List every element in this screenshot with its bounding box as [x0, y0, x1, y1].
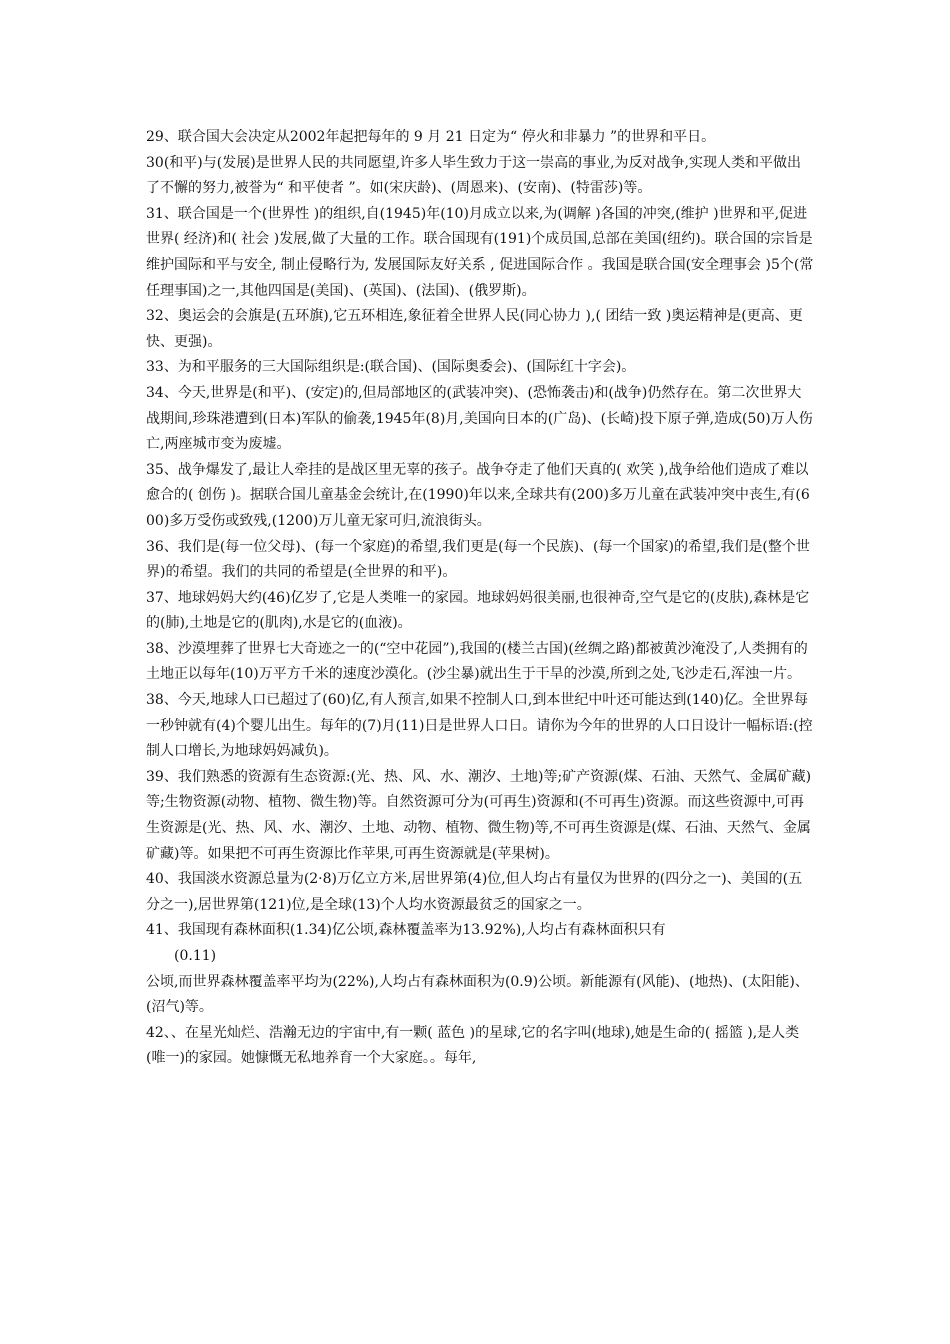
paragraph-41-line3: 公顷,而世界森林覆盖率平均为(22%),人均占有森林面积为(0.9)公顷。新能源有(风能)、(地热)、(太阳能)、(沼气)等。	[146, 973, 809, 1016]
paragraph-36: 36、我们是(每一位父母)、(每一个家庭)的希望,我们更是(每一个民族)、(每一个国家)的希望,我们是(整个世界)的希望。我们的共同的希望是(全世界的和平)。	[146, 538, 810, 581]
paragraph-41-line1: 41、我国现有森林面积(1.34)亿公顷,森林覆盖率为13.92%),人均占有森林面积只有	[146, 922, 666, 939]
paragraph-34: 34、今天,世界是(和平)、(安定)的,但局部地区的(武装冲突)、(恐怖袭击)和(战争)仍然存在。第二次世界大战期间,珍珠港遭到(日本)军队的偷袭,1945年(8)月,美国向日本的(广岛)、(长崎)投下原子弹,造成(50)万人伤亡,两座城市变为废墟。	[146, 384, 813, 453]
paragraph-35: 35、战争爆发了,最让人牵挂的是战区里无辜的孩子。战争夺走了他们天真的( 欢笑 ),战争给他们造成了难以愈合的( 创伤 )。据联合国儿童基金会统计,在(1990)年以来,全球共有(200)多万儿童在武装冲突中丧生,有(600)多万受伤或致残,(1200)万儿童无家可归,流浪街头。	[146, 461, 810, 529]
paragraph-29: 29、联合国大会决定从2002年起把每年的 9 月 21 日定为“ 停火和非暴力 ”的世界和平日。	[146, 129, 716, 145]
paragraph-32: 32、奥运会的会旗是(五环旗),它五环相连,象征着全世界人民(同心协力 ),( 团结一致 )奥运精神是(更高、更快、更强)。	[146, 308, 803, 350]
paragraph-31: 31、联合国是一个(世界性 )的组织,自(1945)年(10)月成立以来,为(调解 )各国的冲突,(维护 )世界和平,促进世界( 经济)和( 社会 )发展,做了大量的工作。联合国现有(191)个成员国,总部在美国(纽约)。联合国的宗旨是 维护国际和平与安全, 制止侵略行为, 发展国际友好关系 , 促进国际合作 。我国是联合国(安全理事会 )5个(常任理事国)之一,其他四国是(美国)、(英国)、(法国)、(俄罗斯)。	[146, 205, 814, 299]
paragraph-33: 33、为和平服务的三大国际组织是:(联合国)、(国际奥委会)、(国际红十字会)。	[146, 359, 636, 376]
paragraph-37: 37、地球妈妈大约(46)亿岁了,它是人类唯一的家园。地球妈妈很美丽,也很神奇,空气是它的(皮肤),森林是它的(肺),土地是它的(肌肉),水是它的(血液)。	[146, 589, 810, 632]
paragraph-42: 42、、在星光灿烂、浩瀚无边的宇宙中,有一颗( 蓝色 )的星球,它的名字叫(地球),她是生命的( 摇篮 ),是人类(唯一)的家园。她慷慨无私地养育一个大家庭。。每年,	[146, 1024, 800, 1067]
paragraph-41-line2: (0.11)	[174, 948, 217, 964]
paragraph-38a: 38、沙漠埋葬了世界七大奇迹之一的(“空中花园”),我国的(楼兰古国)(丝绸之路)都被黄沙淹没了,人类拥有的土地正以每年(10)万平方千米的速度沙漠化。(沙尘暴)就出生于干旱的沙漠,所到之处,飞沙走石,浑浊一片。	[146, 640, 808, 683]
paragraph-38b: 38、今天,地球人口已超过了(60)亿,有人预言,如果不控制人口,到本世纪中叶还可能达到(140)亿。全世界每一秒钟就有(4)个婴儿出生。每年的(7)月(11)日是世界人口日。请你为今年的世界的人口日设计一幅标语:(控制人口增长,为地球妈妈减负)。	[146, 692, 813, 760]
paragraph-39: 39、我们熟悉的资源有生态资源:(光、热、风、水、潮汐、土地)等;矿产资源(煤、石油、天然气、金属矿藏)等;生物资源(动物、植物、微生物)等。自然资源可分为(可再生)资源和(不可再生)资源。而这些资源中,可再生资源是(光、热、风、水、潮汐、土地、动物、植物、微生物)等,不可再生资源是(煤、石油、天然气、金属矿藏)等。如果把不可再生资源比作苹果,可再生资源就是(苹果树)。	[146, 768, 812, 862]
paragraph-40: 40、我国淡水资源总量为(2·8)万亿立方米,居世界第(4)位,但人均占有量仅为世界的(四分之一)、美国的(五分之一),居世界第(121)位,是全球(13)个人均水资源最贫乏的国家之一。	[146, 871, 803, 913]
paragraph-30: 30(和平)与(发展)是世界人民的共同愿望,许多人毕生致力于这一崇高的事业,为反对战争,实现人类和平做出了不懈的努力,被誉为“ 和平使者 ”。如(宋庆龄)、(周恩来)、(安南)、(特雷莎)等。	[146, 154, 802, 197]
document-page	[146, 125, 814, 1072]
